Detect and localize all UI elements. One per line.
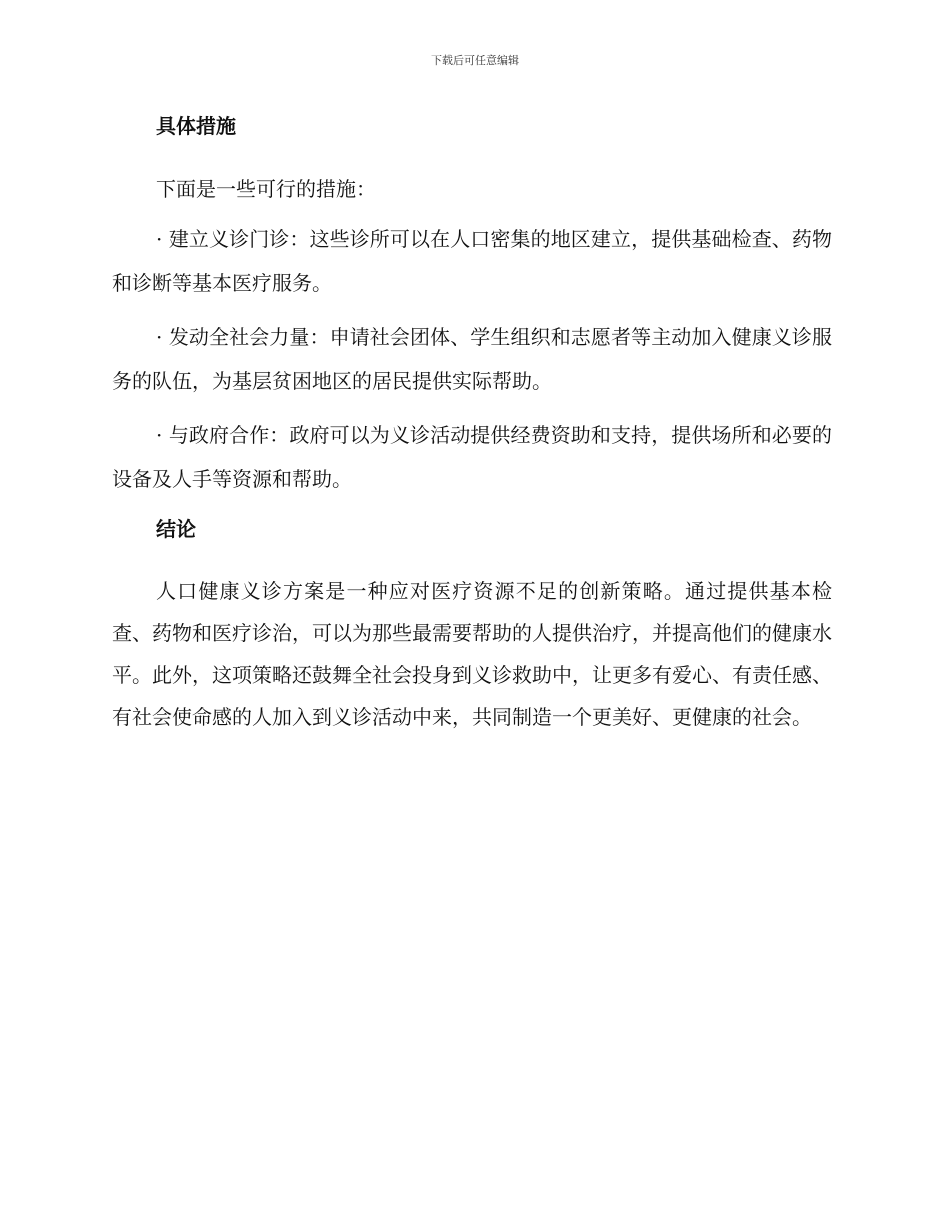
page-header: 下载后可任意编辑 (431, 54, 519, 67)
document-body (112, 108, 832, 748)
bullet-paragraph-society: · 发动全社会力量：申请社会团体、学生组织和志愿者等主动加入健康义诊服务的队伍，为基层贫困地区的居民提供实际帮助。 (112, 325, 832, 393)
paragraph-intro: 下面是一些可行的措施： (156, 177, 376, 201)
bullet-paragraph-clinics: · 建立义诊门诊：这些诊所可以在人口密集的地区建立，提供基础检查、药物和诊断等基本医疗服务。 (112, 227, 832, 295)
section-heading-measures: 具体措施 (156, 114, 236, 138)
section-heading-conclusion: 结论 (156, 517, 196, 541)
paragraph-conclusion: 人口健康义诊方案是一种应对医疗资源不足的创新策略。通过提供基本检查、药物和医疗诊治，可以为那些最需要帮助的人提供治疗，并提高他们的健康水平。此外，这项策略还鼓舞全社会投身到义诊救助中，让更多有爱心、有责任感、有社会使命感的人加入到义诊活动中来，共同制造一个更美好、更健康的社会。 (112, 579, 832, 729)
bullet-paragraph-government: · 与政府合作：政府可以为义诊活动提供经费资助和支持，提供场所和必要的设备及人手等资源和帮助。 (112, 423, 832, 491)
